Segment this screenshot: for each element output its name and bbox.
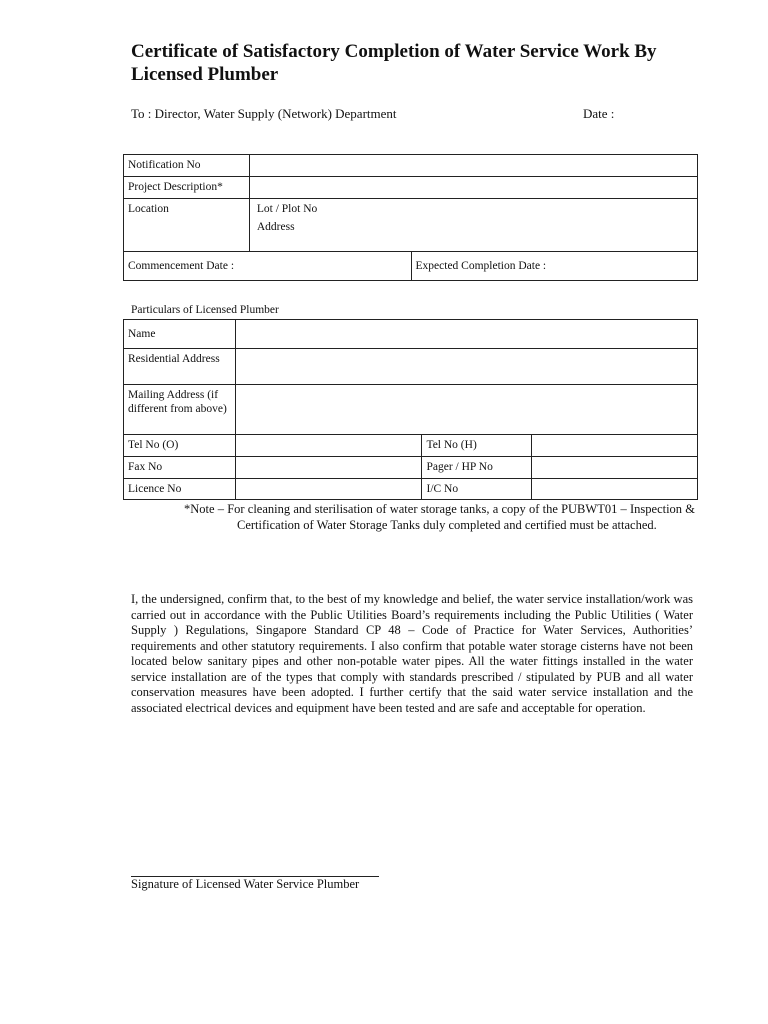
addressee-line: To : Director, Water Supply (Network) Department: [131, 106, 397, 121]
location-label: Location: [124, 199, 250, 252]
pager-hp-no-label: Pager / HP No: [422, 457, 532, 479]
ic-no-field[interactable]: [532, 479, 698, 500]
plumber-section-caption: Particulars of Licensed Plumber: [131, 304, 279, 316]
licence-no-field[interactable]: [235, 479, 422, 500]
expected-completion-date-label: Expected Completion Date :: [415, 260, 547, 272]
fax-no-field[interactable]: [235, 457, 422, 479]
fax-no-label: Fax No: [124, 457, 236, 479]
mailing-address-label: Mailing Address (if different from above): [124, 385, 236, 435]
cleaning-note: [131, 501, 695, 533]
commencement-date-field[interactable]: [124, 252, 412, 281]
plumber-particulars-table: [123, 319, 698, 500]
commencement-date-label: Commencement Date :: [128, 260, 235, 272]
project-description-label: Project Description*: [124, 177, 250, 199]
notification-no-label: Notification No: [124, 155, 250, 177]
location-field[interactable]: [249, 199, 697, 252]
tel-no-h-label: Tel No (H): [422, 435, 532, 457]
ic-no-label: I/C No: [422, 479, 532, 500]
page-title: Certificate of Satisfactory Completion of Water Service Work By Licensed Plumber: [131, 41, 657, 85]
residential-address-field[interactable]: [235, 349, 697, 385]
licence-no-label: Licence No: [124, 479, 236, 500]
pager-hp-no-field[interactable]: [532, 457, 698, 479]
tel-no-o-field[interactable]: [235, 435, 422, 457]
mailing-address-field[interactable]: [235, 385, 697, 435]
tel-no-o-label: Tel No (O): [124, 435, 236, 457]
name-field[interactable]: [235, 320, 697, 349]
lot-plot-no-label: Lot / Plot No: [256, 203, 318, 215]
name-label: Name: [124, 320, 236, 349]
signature-label: Signature of Licensed Water Service Plumber: [131, 877, 360, 891]
address-label: Address: [256, 221, 295, 233]
project-description-field[interactable]: [249, 177, 697, 199]
cleaning-note-text: *Note – For cleaning and sterilisation of water storage tanks, a copy of the PUBWT01 – Inspection & Certification of Water Storage Tanks duly completed and certified must be attached.: [184, 502, 695, 532]
declaration-paragraph: I, the undersigned, confirm that, to the best of my knowledge and belief, the water service installation/work was carried out in accordance with the Public Utilities Board’s requirements including the Public Utilities ( Water Supply ) Regulations, Singapore Standard CP 48 – Code of Practice for Water Services, Authorities’ requirements and other statutory requirements. I also confirm that potable water storage cisterns have not been located below sanitary pipes and other non-potable water pipes. All the water fittings installed in the water service installation are of the types that comply with standards prescribed / stipulated by PUB and all water conservation measures have been adopted. I further certify that the said water service installation and the associated electrical devices and equipment have been tested and are safe and acceptable for operation.: [131, 592, 693, 715]
notification-no-field[interactable]: [249, 155, 697, 177]
residential-address-label: Residential Address: [124, 349, 236, 385]
expected-completion-date-field[interactable]: [411, 252, 697, 281]
tel-no-h-field[interactable]: [532, 435, 698, 457]
project-details-table: [123, 154, 698, 281]
date-label: Date :: [583, 106, 615, 121]
